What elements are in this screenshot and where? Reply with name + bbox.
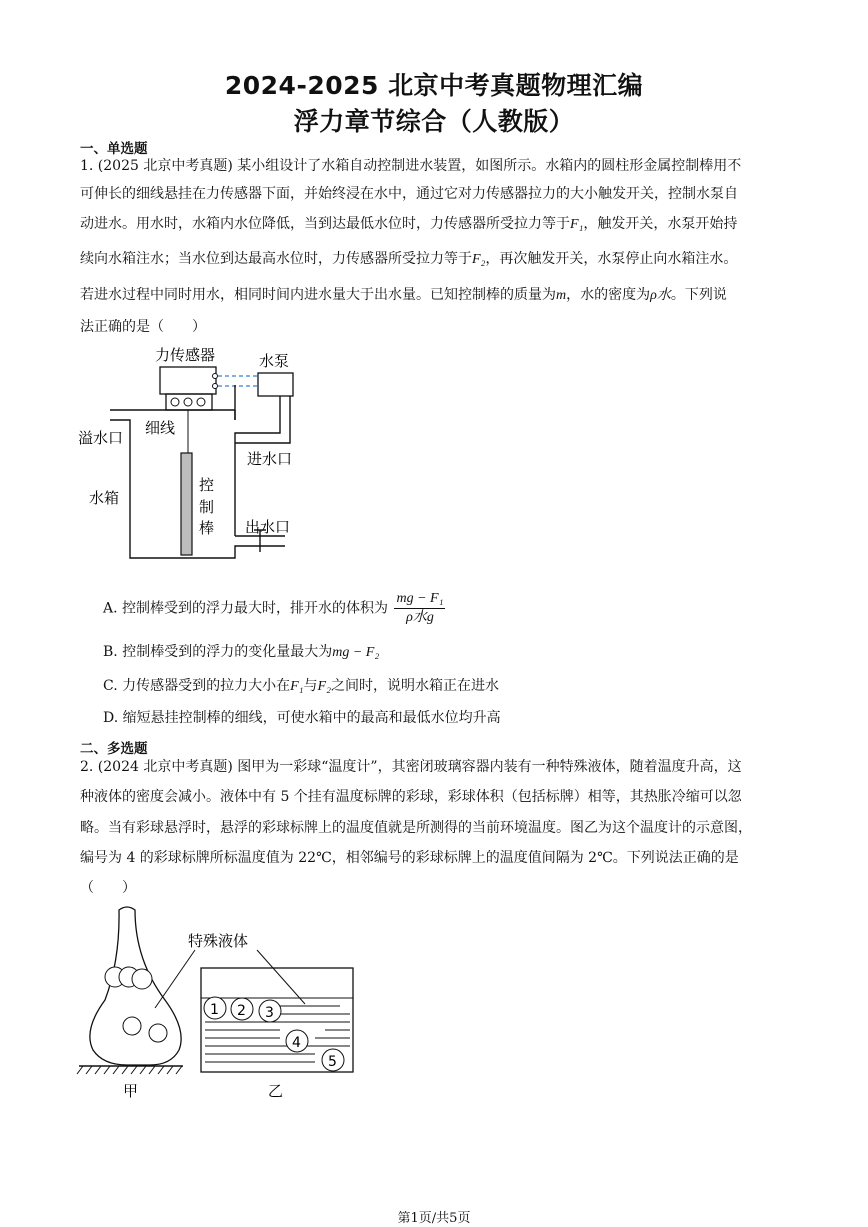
q2-line: 2. (2024 北京中考真题) 图甲为一彩球“温度计”，其密闭玻璃容器内装有一种特殊液体，随着温度升高，这 <box>80 759 742 775</box>
q2-thermometer-diagram <box>75 900 365 1105</box>
q2-line: 略。当有彩球悬浮时，悬浮的彩球标牌上的温度值就是所测得的当前环境温度。图乙为这个温度计的示意图， <box>80 820 752 836</box>
label-special-liquid: 特殊液体 <box>188 932 249 950</box>
sensor-wheel <box>184 398 192 406</box>
q1-line: 法正确的是（ ） <box>80 319 206 335</box>
leader-line <box>155 950 195 1008</box>
symbol-f2: F₂ <box>317 679 331 694</box>
q1-option-c <box>103 675 499 695</box>
option-a-fraction <box>394 590 445 627</box>
symbol-f1: F₁ <box>290 679 304 694</box>
option-a-text: A. 控制棒受到的浮力最大时，排开水的体积为 <box>103 600 389 617</box>
ball-number: 1 <box>210 1002 219 1018</box>
q1-tank-diagram <box>75 340 315 575</box>
option-c-text: 之间时，说明水箱正在进水 <box>330 678 499 694</box>
sensor-wheel <box>171 398 179 406</box>
section-heading-single-choice: 一、单选题 <box>80 141 148 157</box>
label-outlet: 出水口 <box>245 518 291 536</box>
section-heading-multiple-choice: 二、多选题 <box>80 741 148 757</box>
label-jia: 甲 <box>123 1082 139 1100</box>
ball <box>149 1024 167 1042</box>
ball-number: 5 <box>328 1054 337 1070</box>
label-pump: 水泵 <box>259 352 290 370</box>
q1-text: 。下列说 <box>670 287 727 303</box>
q1-line <box>80 213 737 233</box>
symbol-f2: F₂ <box>472 252 486 267</box>
ball-number: 3 <box>265 1005 274 1021</box>
q2-line: （ ） <box>80 880 136 896</box>
label-yi: 乙 <box>268 1082 284 1100</box>
fraction-denominator: ρ水g <box>406 610 434 625</box>
ball <box>132 969 152 989</box>
symbol-m: m <box>556 288 567 303</box>
q1-line <box>80 248 737 268</box>
ball-number: 4 <box>292 1035 301 1051</box>
document-title-line1: 2024-2025 北京中考真题物理汇编 <box>224 71 644 100</box>
q1-text: ，再次触发开关，水泵停止向水箱注水。 <box>485 251 738 267</box>
label-rod: 控 <box>199 476 215 494</box>
symbol-rho-water: ρ水 <box>650 288 671 303</box>
q1-line <box>80 284 727 304</box>
ball <box>123 1017 141 1035</box>
q1-text: ，触发开关，水泵开始持 <box>583 216 738 232</box>
switch-contact <box>213 374 218 379</box>
q1-text: 若进水过程中同时用水，相同时间内进水量大于出水量。已知控制棒的质量为 <box>80 287 556 303</box>
option-c-text: C. 力传感器受到的拉力大小在 <box>103 678 291 694</box>
q2-line: 种液体的密度会减小。液体中有 5 个挂有温度标牌的彩球，彩球体积（包括标牌）相等，其热胀冷缩可以忽 <box>80 789 742 805</box>
q1-option-a <box>103 590 445 627</box>
ball-number: 2 <box>237 1003 246 1019</box>
q1-text: ，水的密度为 <box>566 287 651 303</box>
q2-line: 编号为 4 的彩球标牌所标温度值为 22℃，相邻编号的彩球标牌上的温度值间隔为 2℃。下列说法正确的是 <box>80 850 739 866</box>
label-rod: 制 <box>199 498 215 516</box>
option-b-expression: mg − F₂ <box>332 645 380 660</box>
label-rod: 棒 <box>199 519 215 537</box>
q1-line: 1. (2025 北京中考真题) 某小组设计了水箱自动控制进水装置，如图所示。水箱内的圆柱形金属控制棒用不 <box>80 158 742 174</box>
q1-text: 续向水箱注水；当水位到达最高水位时，力传感器所受拉力等于 <box>80 251 472 267</box>
q1-option-d: D. 缩短悬挂控制棒的细线，可使水箱中的最高和最低水位均升高 <box>103 710 501 726</box>
pump-box <box>258 373 293 396</box>
control-rod <box>181 453 192 555</box>
document-title-line2: 浮力章节综合（人教版） <box>293 107 575 136</box>
sensor-box <box>160 367 216 394</box>
sensor-wheel <box>197 398 205 406</box>
q1-text: 动进水。用水时，水箱内水位降低，当到达最低水位时，力传感器所受拉力等于 <box>80 216 570 232</box>
leader-line <box>257 950 305 1004</box>
switch-contact <box>213 384 218 389</box>
option-c-text: 与 <box>303 678 318 694</box>
label-overflow: 溢水口 <box>78 429 124 447</box>
q1-line: 可伸长的细线悬挂在力传感器下面，并始终浸在水中，通过它对力传感器拉力的大小触发开关，控制水泵自 <box>80 186 738 202</box>
label-thread: 细线 <box>145 419 176 437</box>
symbol-f1: F₁ <box>570 217 584 232</box>
fraction-numerator: mg − F₁ <box>394 590 445 609</box>
label-inlet: 进水口 <box>247 450 293 468</box>
ground-hatch <box>77 1066 182 1074</box>
label-force-sensor: 力传感器 <box>155 346 216 364</box>
q1-option-b <box>103 641 379 661</box>
option-b-text: B. 控制棒受到的浮力的变化量最大为 <box>103 644 333 660</box>
page-footer: 第1页/共5页 <box>397 1211 471 1226</box>
label-tank: 水箱 <box>89 489 120 507</box>
